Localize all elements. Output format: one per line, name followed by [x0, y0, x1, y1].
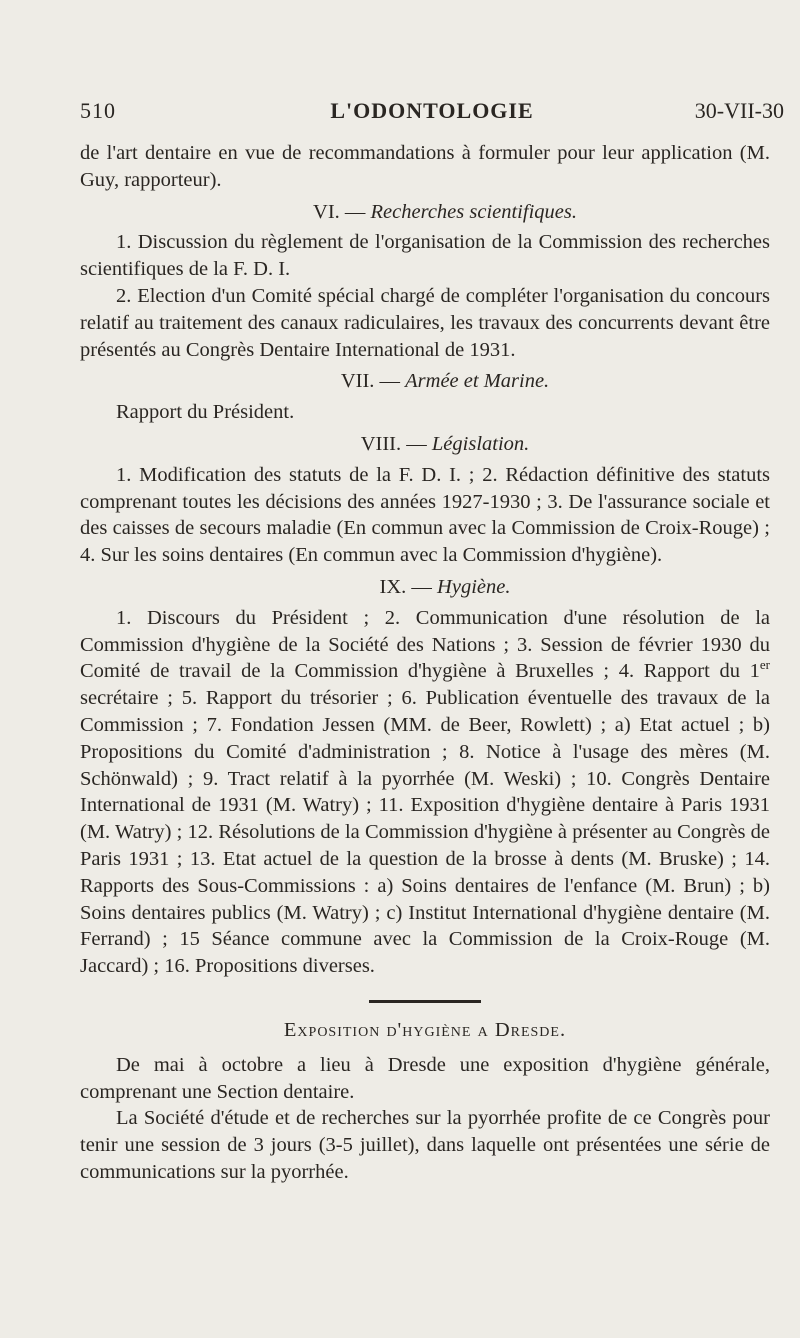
section-title: Législation.	[431, 432, 530, 455]
superscript: er	[759, 657, 770, 673]
section-title: Armée et Marine.	[405, 370, 550, 393]
section-heading-vii	[80, 368, 770, 395]
paragraph: 2. Election d'un Comité spécial chargé de compléter l'organisation du concours relatif au traitement des canaux radiculaires, les travaux des concurrents devant être présentés au Congrès Dentaire International de 1931.	[80, 284, 770, 361]
section-numeral: VIII. —	[360, 432, 427, 455]
paragraph: 1. Discussion du règlement de l'organisation de la Commission des recherches scientifiques de la F. D. I.	[80, 231, 770, 281]
divider-rule	[369, 1000, 481, 1003]
section-title: Recherches scientifiques.	[370, 200, 577, 223]
intro-paragraph: de l'art dentaire en vue de recommandations à formuler pour leur application (M. Guy, rapporteur).	[80, 142, 770, 191]
paragraph: La Société d'étude et de recherches sur la pyorrhée profite de ce Congrès pour tenir une session de 3 jours (3-5 juillet), dans laquelle ont présentées une série de communications sur la pyorrhée.	[80, 1107, 770, 1183]
paragraph	[80, 605, 770, 980]
page-number: 510	[80, 98, 116, 123]
article-title: Exposition d'hygiène a Dresde.	[283, 1018, 567, 1041]
section-title: Hygiène.	[437, 575, 511, 598]
paragraph-rest: secrétaire ; 5. Rapport du trésorier ; 6. Publication éventuelle des travaux de la Commission ; 7. Fondation Jessen (MM. de Beer, Rowlett) ; a) Etat actuel ; b) Propositions du Comité d'administration ; 8. Notice à l'usage des mères (M. Schönwald) ; 9. Tract relatif à la pyorrhée (M. Weski) ; 10. Congrès Dentaire International de 1931 (M. Watry) ; 11. Exposition d'hygiène dentaire à Paris 1931 (M. Watry) ; 12. Résolutions de la Commission d'hygiène à présenter au Congrès de Paris 1931 ; 13. Etat actuel de la question de la brosse à dents (M. Bruske) ; 14. Rapports des Sous-Commissions : a) Soins dentaires de l'enfance (M. Brun) ; b) Soins dentaires publics (M. Watry) ; c) Institut International d'hygiène dentaire (M. Ferrand) ; 15 Séance commune avec la Commission de la Croix-Rouge (M. Jaccard) ; 16. Propositions diverses.	[80, 687, 770, 978]
issue-date: 30-VII-30	[694, 98, 784, 123]
section-numeral: VI. —	[313, 200, 366, 223]
section-numeral: IX. —	[379, 575, 432, 598]
page-body	[80, 140, 770, 1186]
paragraph: Rapport du Président.	[116, 401, 295, 424]
running-title: L'ODONTOLOGIE	[330, 98, 534, 123]
paragraph: 1. Modification des statuts de la F. D. I. ; 2. Rédaction définitive des statuts comprenant toutes les décisions des années 1927-1930 ; 3. De l'assurance sociale et des caisses de secours maladie (En commun avec la Commission de Croix-Rouge) ; 4. Sur les soins dentaires (En commun avec la Commission d'hygiène).	[80, 463, 770, 567]
section-heading-vi	[80, 199, 770, 226]
section-heading-viii	[80, 431, 770, 458]
section-heading-ix	[80, 574, 770, 601]
paragraph: De mai à octobre a lieu à Dresde une exposition d'hygiène générale, comprenant une Section dentaire.	[80, 1053, 770, 1103]
section-numeral: VII. —	[340, 370, 401, 393]
paragraph-start: 1. Discours du Président ; 2. Communication d'une résolution de la Commission d'hygiène de la Société des Nations ; 3. Session de février 1930 du Comité de travail de la Commission d'hygiène à Bruxelles ; 4. Rapport du 1	[80, 606, 770, 683]
running-header	[80, 98, 784, 132]
